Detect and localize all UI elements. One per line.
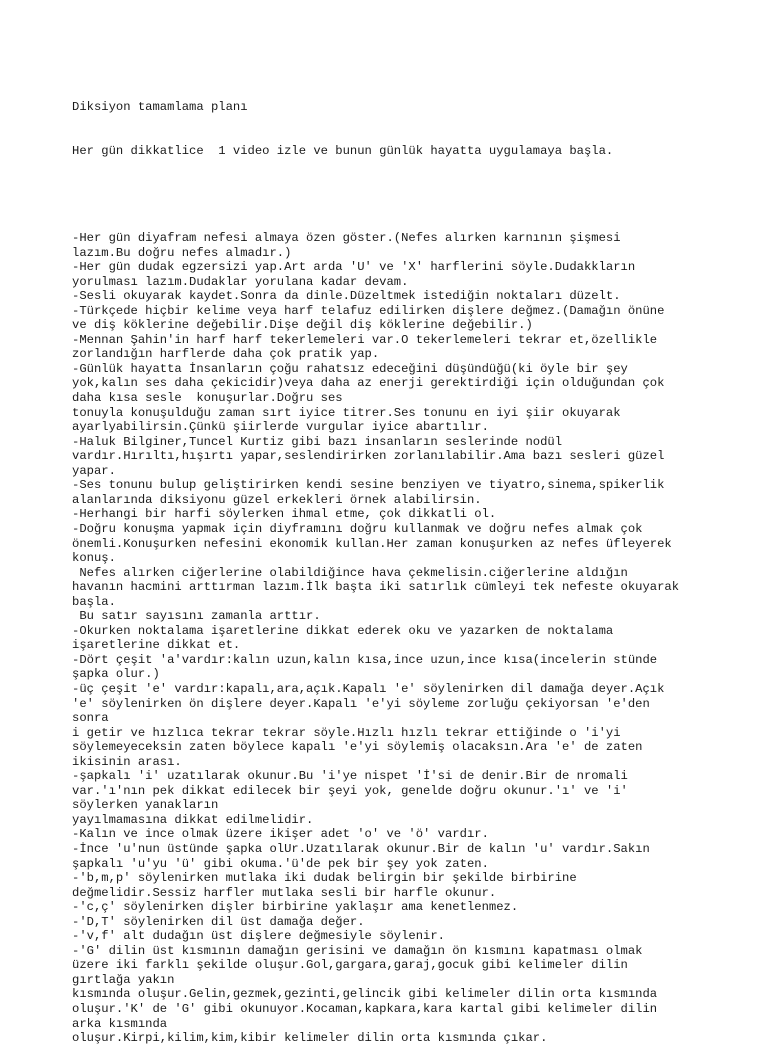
text-line: -'D,T' söylenirken dil üst damağa değer. — [72, 914, 365, 929]
text-line: -'c,ç' söylenirken dişler birbirine yaklaşır ama kenetlenmez. — [72, 900, 519, 915]
text-line: lazım.Bu doğru nefes almadır.) — [72, 245, 292, 260]
document-body — [72, 231, 712, 1046]
text-line: -Doğru konuşma yapmak için diyframını doğru kullanmak ve doğru nefes almak çok — [72, 521, 643, 536]
text-line: zorlandığın harflerde daha çok pratik yap. — [72, 347, 380, 362]
text-line: söylerken yanakların — [72, 798, 219, 813]
text-line: ayarlyabilirsin.Çünkü şiirlerde vurgular iyice abartılır. — [72, 420, 489, 435]
text-line: var.'ı'nın pek dikkat edilecek bir şeyi yok, genelde doğru okunur.'ı' ve 'i' — [72, 783, 628, 798]
text-line: -Mennan Şahin'in harf harf tekerlemeleri var.O tekerlemeleri tekrar et,özellikle — [72, 332, 658, 347]
text-line: -'v,f' alt dudağın üst dişlere değmesiyle söylenir. — [72, 929, 445, 944]
text-line: -Okurken noktalama işaretlerine dikkat ederek oku ve yazarken de noktalama — [72, 623, 614, 638]
text-line: daha kısa sesle konuşurlar.Doğru ses — [72, 391, 343, 406]
document-title: Diksiyon tamamlama planı — [72, 100, 248, 115]
text-line: Bu satır sayısını zamanla arttır. — [72, 609, 321, 624]
text-line: -Her gün diyafram nefesi almaya özen göster.(Nefes alırken karnının şişmesi — [72, 231, 621, 246]
text-line: sonra — [72, 711, 109, 726]
text-line: gırtlağa yakın — [72, 972, 175, 987]
text-line: üzere iki farklı şekilde oluşur.Gol,gargara,garaj,gocuk gibi kelimeler dilin — [72, 958, 628, 973]
text-line: -İnce 'u'nun üstünde şapka olUr.Uzatılarak okunur.Bir de kalın 'u' vardır.Sakın — [72, 841, 650, 856]
text-line: -şapkalı 'i' uzatılarak okunur.Bu 'i'ye nispet 'İ'si de denir.Bir de nromali — [72, 769, 628, 784]
text-line: konuş. — [72, 551, 116, 566]
text-line: -'G' dilin üst kısmının damağın gerisini ve damağın ön kısmını kapatması olmak — [72, 943, 643, 958]
text-line: işaretlerine dikkat et. — [72, 638, 241, 653]
text-line: vardır.Hırıltı,hışırtı yapar,seslendirirken zorlanılabilir.Ama bazı sesleri güzel — [72, 449, 665, 464]
text-line: şapka olur.) — [72, 667, 160, 682]
text-line: yok,kalın ses daha çekicidir)veya daha az enerji gerektirdiği için olduğundan çok — [72, 376, 665, 391]
text-line: tonuyla konuşulduğu zaman sırt iyice titrer.Ses tonunu en iyi şiir okuyarak — [72, 405, 621, 420]
text-line: -Her gün dudak egzersizi yap.Art arda 'U' ve 'X' harflerini söyle.Dudakkların — [72, 260, 636, 275]
text-line: yorulması lazım.Dudaklar yorulana kadar devam. — [72, 274, 409, 289]
text-line: değmelidir.Sessiz harfler mutlaka sesli bir harfle okunur. — [72, 885, 497, 900]
text-line: -Herhangi bir harfi söylerken ihmal etme, çok dikkatli ol. — [72, 507, 497, 522]
text-line: -Günlük hayatta İnsanların çoğu rahatsız edeceğini düşündüğü(ki öyle bir şey — [72, 361, 628, 376]
text-line: önemli.Konuşurken nefesini ekonomik kullan.Her zaman konuşurken az nefes üfleyerek — [72, 536, 672, 551]
text-line: oluşur.'K' de 'G' gibi okunuyor.Kocaman,kapkara,kara kartal gibi kelimeler dilin — [72, 1002, 658, 1016]
text-line: -Sesli okuyarak kaydet.Sonra da dinle.Düzeltmek istediğin noktaları düzelt. — [72, 289, 621, 304]
text-line: -Kalın ve ince olmak üzere ikişer adet 'o' ve 'ö' vardır. — [72, 827, 489, 842]
text-line: yayılmamasına dikkat edilmelidir. — [72, 812, 314, 827]
text-line: Nefes alırken ciğerlerine olabildiğince hava çekmelisin.ciğerlerine aldığın — [72, 565, 628, 580]
text-line: 'e' söylenirken ön dişlere deyer.Kapalı 'e'yi söyleme zorluğu çekiyorsan 'e'den — [72, 696, 650, 711]
text-line: havanın hacmini arttırman lazım.İlk başta iki satırlık cümleyi tek nefeste okuyarak — [72, 580, 680, 595]
text-line: ikisinin arası. — [72, 754, 182, 769]
text-line: i getir ve hızlıca tekrar tekrar söyle.Hızlı hızlı tekrar ettiğinde o 'i'yi — [72, 725, 621, 740]
document-page — [72, 71, 712, 1060]
text-line: -Haluk Bilginer,Tuncel Kurtiz gibi bazı insanların seslerinde nodül — [72, 434, 563, 449]
text-line: oluşur.Kirpi,kilim,kim,kibir kelimeler dilin orta kısmında çıkar. — [72, 1031, 548, 1046]
text-line: -Türkçede hiçbir kelime veya harf telafuz edilirken dişlere değmez.(Damağın önüne — [72, 303, 665, 318]
text-line: şapkalı 'u'yu 'ü' gibi okuma.'ü'de pek bir şey yok zaten. — [72, 856, 489, 871]
text-line: söylemeyeceksin zaten böylece kapalı 'e'yi söylemiş olacaksın.Ara 'e' de zaten — [72, 740, 643, 755]
text-line: yapar. — [72, 463, 116, 478]
text-line: alanlarında diksiyonu güzel erkekleri örnek alabilirsin. — [72, 492, 482, 507]
text-line: -üç çeşit 'e' vardır:kapalı,ara,açık.Kapalı 'e' söylenirken dil damağa deyer.Açık — [72, 681, 665, 696]
text-line: kısmında oluşur.Gelin,gezmek,gezinti,gelincik gibi kelimeler dilin orta kısmında — [72, 987, 658, 1002]
text-line: -Dört çeşit 'a'vardır:kalın uzun,kalın kısa,ince uzun,ince kısa(incelerin stünde — [72, 652, 658, 667]
text-line: -Ses tonunu bulup geliştirirken kendi sesine benziyen ve tiyatro,sinema,spikerlik — [72, 478, 665, 493]
document-intro: Her gün dikkatlice 1 video izle ve bunun günlük hayatta uygulamaya başla. — [72, 143, 614, 158]
text-line: başla. — [72, 594, 116, 609]
text-line: -'b,m,p' söylenirken mutlaka iki dudak belirgin bir şekilde birbirine — [72, 871, 577, 886]
blank-line — [72, 187, 712, 202]
text-line: arka kısmında — [72, 1016, 168, 1031]
text-line: ve diş köklerine değebilir.Dişe değil diş köklerine değebilir.) — [72, 318, 533, 333]
